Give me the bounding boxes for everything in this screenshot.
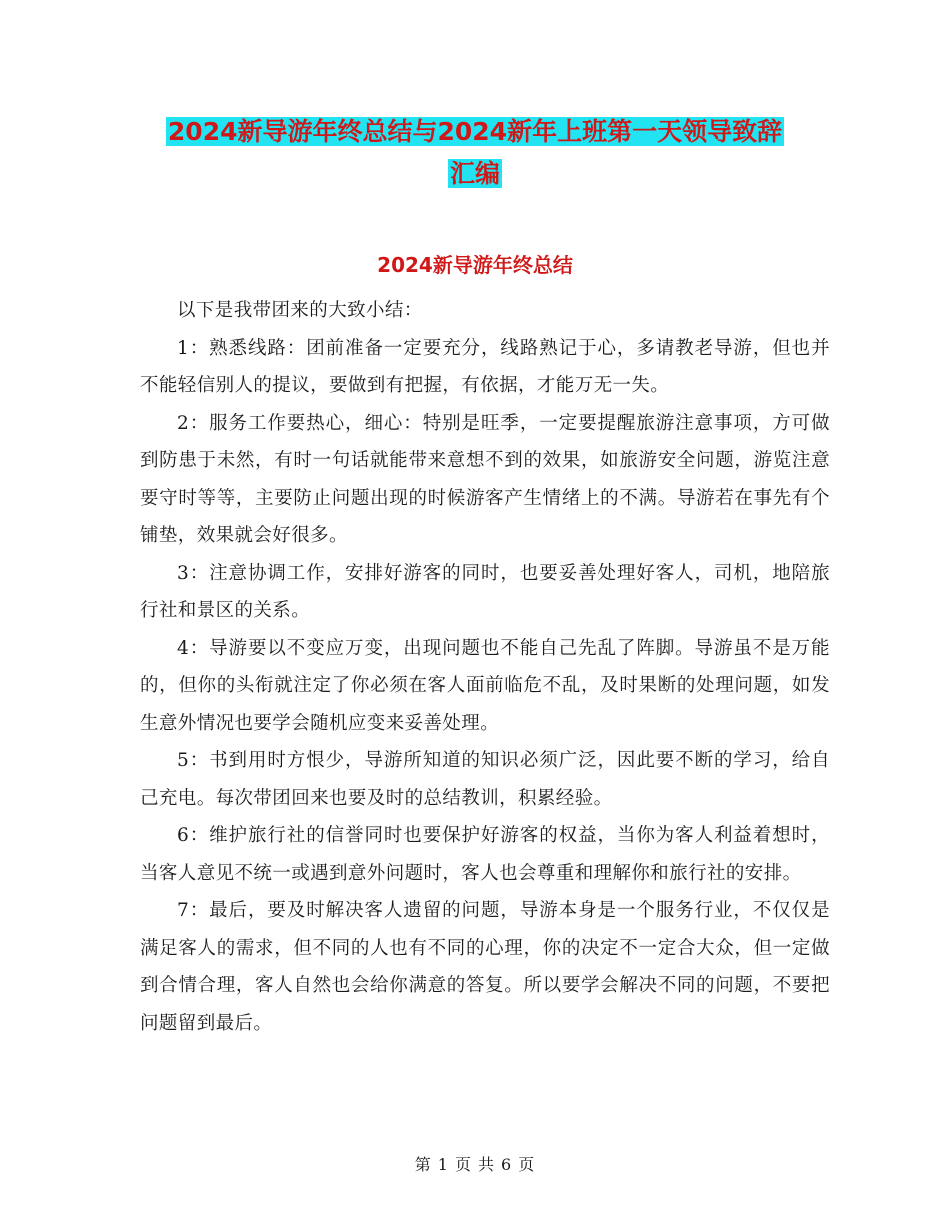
- paragraph: 3：注意协调工作，安排好游客的同时，也要妥善处理好客人，司机，地陪旅行社和景区的关系。: [140, 562, 830, 621]
- paragraph: 5：书到用时方恨少，导游所知道的知识必须广泛，因此要不断的学习，给自己充电。每次带团回来也要及时的总结教训，积累经验。: [140, 750, 830, 809]
- document-title-line-1: [0, 110, 950, 154]
- footer-prefix: 第: [414, 1155, 432, 1174]
- footer-suffix: 页: [518, 1155, 536, 1174]
- paragraph: 以下是我带团来的大致小结：: [177, 300, 423, 321]
- page-footer: [0, 1153, 950, 1177]
- footer-middle: 页 共: [454, 1155, 496, 1174]
- document-title-line-2: [0, 152, 950, 196]
- footer-total-pages: 6: [501, 1155, 513, 1174]
- footer-current-page: 1: [437, 1155, 449, 1174]
- paragraph: 2：服务工作要热心，细心：特别是旺季，一定要提醒旅游注意事项，方可做到防患于未然，有时一句话就能带来意想不到的效果，如旅游安全问题，游览注意要守时等等，主要防止问题出现的时候游客产生情绪上的不满。导游若在事先有个铺垫，效果就会好很多。: [140, 412, 830, 546]
- document-body: [140, 292, 830, 1042]
- paragraph: 1：熟悉线路：团前准备一定要充分，线路熟记于心，多请教老导游，但也并不能轻信别人的提议，要做到有把握，有依据，才能万无一失。: [140, 337, 830, 396]
- paragraph: 7：最后，要及时解决客人遗留的问题，导游本身是一个服务行业，不仅仅是满足客人的需求，但不同的人也有不同的心理，你的决定不一定合大众，但一定做到合情合理，客人自然也会给你满意的答复。所以要学会解决不同的问题，不要把问题留到最后。: [140, 900, 830, 1034]
- paragraph: 4：导游要以不变应万变，出现问题也不能自己先乱了阵脚。导游虽不是万能的，但你的头衔就注定了你必须在客人面前临危不乱，及时果断的处理问题，如发生意外情况也要学会随机应变来妥善处理。: [140, 637, 830, 734]
- paragraph: 6：维护旅行社的信誉同时也要保护好游客的权益，当你为客人利益着想时，当客人意见不统一或遇到意外问题时，客人也会尊重和理解你和旅行社的安排。: [140, 825, 830, 884]
- section-heading: 2024新导游年终总结: [377, 253, 573, 277]
- document-title-text-1: 2024新导游年终总结与2024新年上班第一天领导致辞: [167, 117, 783, 146]
- document-title-text-2: 汇编: [449, 159, 500, 188]
